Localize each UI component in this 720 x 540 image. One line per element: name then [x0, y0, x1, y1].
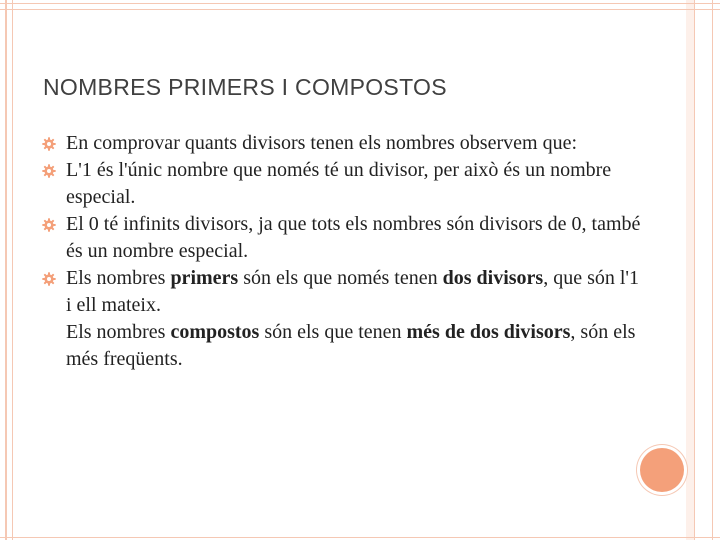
bullet-item: [42, 265, 642, 373]
decorative-circle: [640, 448, 684, 492]
text-run: , que són l'1 i ell mateix.: [66, 267, 640, 316]
text-run: , són els més freqüents.: [66, 321, 636, 370]
text-run: Els nombres: [66, 267, 171, 289]
frame-right-band: [686, 0, 694, 540]
slide-title: NOMBRES PRIMERS I COMPOSTOS: [43, 74, 447, 100]
frame-bottom-line: [0, 537, 720, 538]
keyword-compostos: compostos: [170, 321, 260, 343]
bullet-text: L'1 és l'únic nombre que només té un divisor, per això és un nombre especial.: [66, 159, 612, 208]
frame-left-line-inner: [12, 0, 13, 540]
bullet-list: [42, 130, 642, 373]
keyword-mes-de-dos-divisors: més de dos divisors: [406, 321, 571, 343]
bullet-item: [42, 130, 642, 157]
gear-flower-icon: [42, 218, 56, 232]
frame-left-line: [5, 0, 7, 540]
frame-top-line-inner: [0, 9, 720, 10]
bullet-text: En comprovar quants divisors tenen els nombres observem que:: [66, 132, 577, 154]
text-run: Els nombres: [66, 321, 171, 343]
bullet-item: [42, 157, 642, 211]
gear-flower-icon: [42, 137, 56, 151]
frame-top-line: [0, 3, 720, 4]
keyword-dos-divisors: dos divisors: [442, 267, 544, 289]
bullet-text: El 0 té infinits divisors, ja que tots els nombres són divisors de 0, també és un nombre especial.: [66, 213, 641, 262]
frame-right-line-inner: [694, 0, 695, 540]
bullet-text: [66, 267, 639, 370]
bullet-item: [42, 211, 642, 265]
frame-right-line: [712, 0, 713, 540]
gear-flower-icon: [42, 272, 56, 286]
text-run: són els que tenen: [259, 321, 407, 343]
keyword-primers: primers: [170, 267, 239, 289]
gear-flower-icon: [42, 164, 56, 178]
text-run: són els que només tenen: [238, 267, 443, 289]
